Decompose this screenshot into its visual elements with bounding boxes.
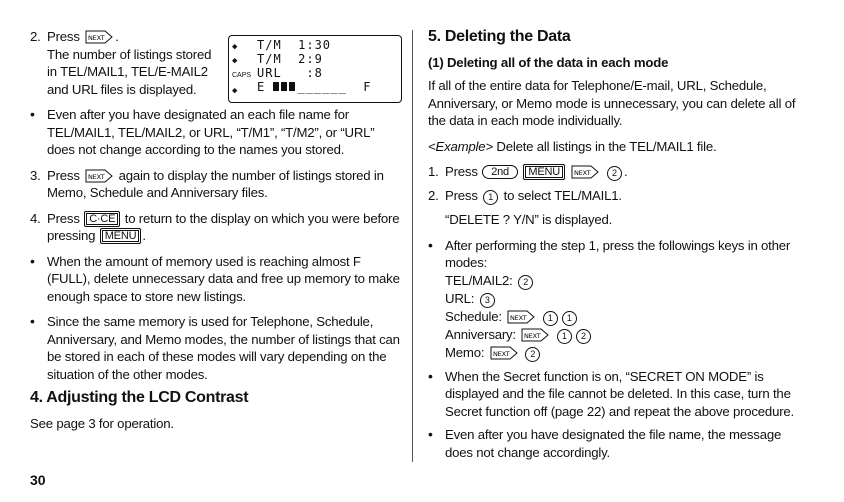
right-column: [428, 28, 808, 461]
svg-text:NEXT: NEXT: [88, 34, 105, 42]
page-number: 30: [30, 472, 46, 488]
next-key-icon: [85, 30, 113, 44]
cce-key: C·CE: [84, 211, 120, 227]
next-key-icon: [521, 328, 549, 342]
next-key-icon: [571, 165, 599, 179]
next-key-icon: [507, 310, 535, 324]
bullet-file-name-message: • Even after you have designated the file name, the message does not change accordingly.: [428, 426, 808, 461]
svg-text:NEXT: NEXT: [574, 169, 591, 177]
delete-prompt-note: “DELETE ? Y/N” is displayed.: [445, 212, 613, 227]
svg-text:NEXT: NEXT: [492, 349, 510, 358]
column-divider: [412, 30, 413, 462]
menu-key: MENU: [523, 164, 565, 180]
step-3-left: 3. Press NEXT again to display the number of listings stored in Memo, Schedule and Anniversary files.: [30, 167, 384, 200]
next-key-icon: [85, 169, 113, 183]
deleting-intro: If all of the entire data for Telephone/E-mail, URL, Schedule, Anniversary, or Memo mode is unnecessary, you can delete all of the data in each mode individually.: [428, 78, 796, 128]
2nd-key: 2nd: [482, 165, 518, 179]
caps-indicator: CAPS: [232, 72, 252, 79]
svg-text:NEXT: NEXT: [510, 313, 527, 322]
key-2-icon: 2: [525, 347, 540, 362]
lcd-display: ◆ T/M 1:30 ◆ T/M 2:9 CAPS URL :8 ◆ E ______ F: [228, 35, 402, 103]
key-1-icon: 1: [543, 311, 558, 326]
svg-text:NEXT: NEXT: [88, 172, 105, 181]
arrow-marker-icon: ◆: [232, 42, 238, 52]
bullet-other-modes: • After performing the step 1, press the followings keys in other modes: TEL/MAIL2: 2 URL: 3 Schedule: NEXT 1 1 Anniversary: NEXT 1 2 Memo: NEXT 2: [428, 237, 808, 362]
deleting-subheading: (1) Deleting all of the data in each mode: [428, 54, 669, 70]
key-2-icon: 2: [518, 275, 533, 290]
bullet-memory-full: • When the amount of memory used is reaching almost F (FULL), delete unnecessary data and free up memory to make enough space to store new listings.: [30, 253, 400, 306]
menu-key: MENU: [100, 228, 142, 244]
deleting-heading: 5. Deleting the Data: [428, 28, 571, 45]
example-line: <Example> Delete all listings in the TEL/MAIL1 file.: [428, 138, 717, 154]
key-2-icon: 2: [607, 166, 622, 181]
bullet-secret-mode: • When the Secret function is on, “SECRET ON MODE” is displayed and the file cannot be deleted. In this case, turn the Secret function off (page 22) and repeat the above procedure.: [428, 368, 808, 421]
key-3-icon: 3: [480, 293, 495, 308]
step-1-right: 1. Press 2nd MENU NEXT 2 .: [428, 164, 628, 179]
bullet-file-names: • Even after you have designated an each file name for TEL/MAIL1, TEL/MAIL2, or URL, “T/M1”, “T/M2”, or “URL” does not change according to the names you stored.: [30, 106, 400, 159]
step-number: 2.: [30, 29, 41, 44]
key-1-icon: 1: [483, 190, 498, 205]
scroll-arrows-icon: ◆: [232, 86, 238, 96]
arrow-marker-icon: ◆: [232, 56, 238, 66]
step-2-left: 2. Press NEXT .: [30, 29, 119, 44]
next-key-icon: [490, 346, 518, 360]
lcd-contrast-text: See page 3 for operation.: [30, 415, 174, 431]
bullet-shared-memory: • Since the same memory is used for Telephone, Schedule, Anniversary, and Memo modes, the number of listings that can be stored in each of these modes will vary depending on the situation of the other modes.: [30, 313, 400, 383]
step-4-left: 4. Press C·CE to return to the display on which you were before pressing MENU .: [30, 210, 400, 243]
lcd-contrast-heading: 4. Adjusting the LCD Contrast: [30, 389, 249, 406]
svg-text:NEXT: NEXT: [524, 331, 541, 340]
step-text: Press: [47, 29, 80, 44]
key-2-icon: 2: [576, 329, 591, 344]
step-2-right: 2. Press 1 to select TEL/MAIL1.: [428, 188, 622, 203]
key-1-icon: 1: [562, 311, 577, 326]
memory-gauge: E ______ F: [257, 80, 372, 94]
key-1-icon: 1: [557, 329, 572, 344]
step-2-note: The number of listings stored in TEL/MAIL1, TEL/E-MAIL2 and URL files is displayed.: [47, 46, 212, 97]
